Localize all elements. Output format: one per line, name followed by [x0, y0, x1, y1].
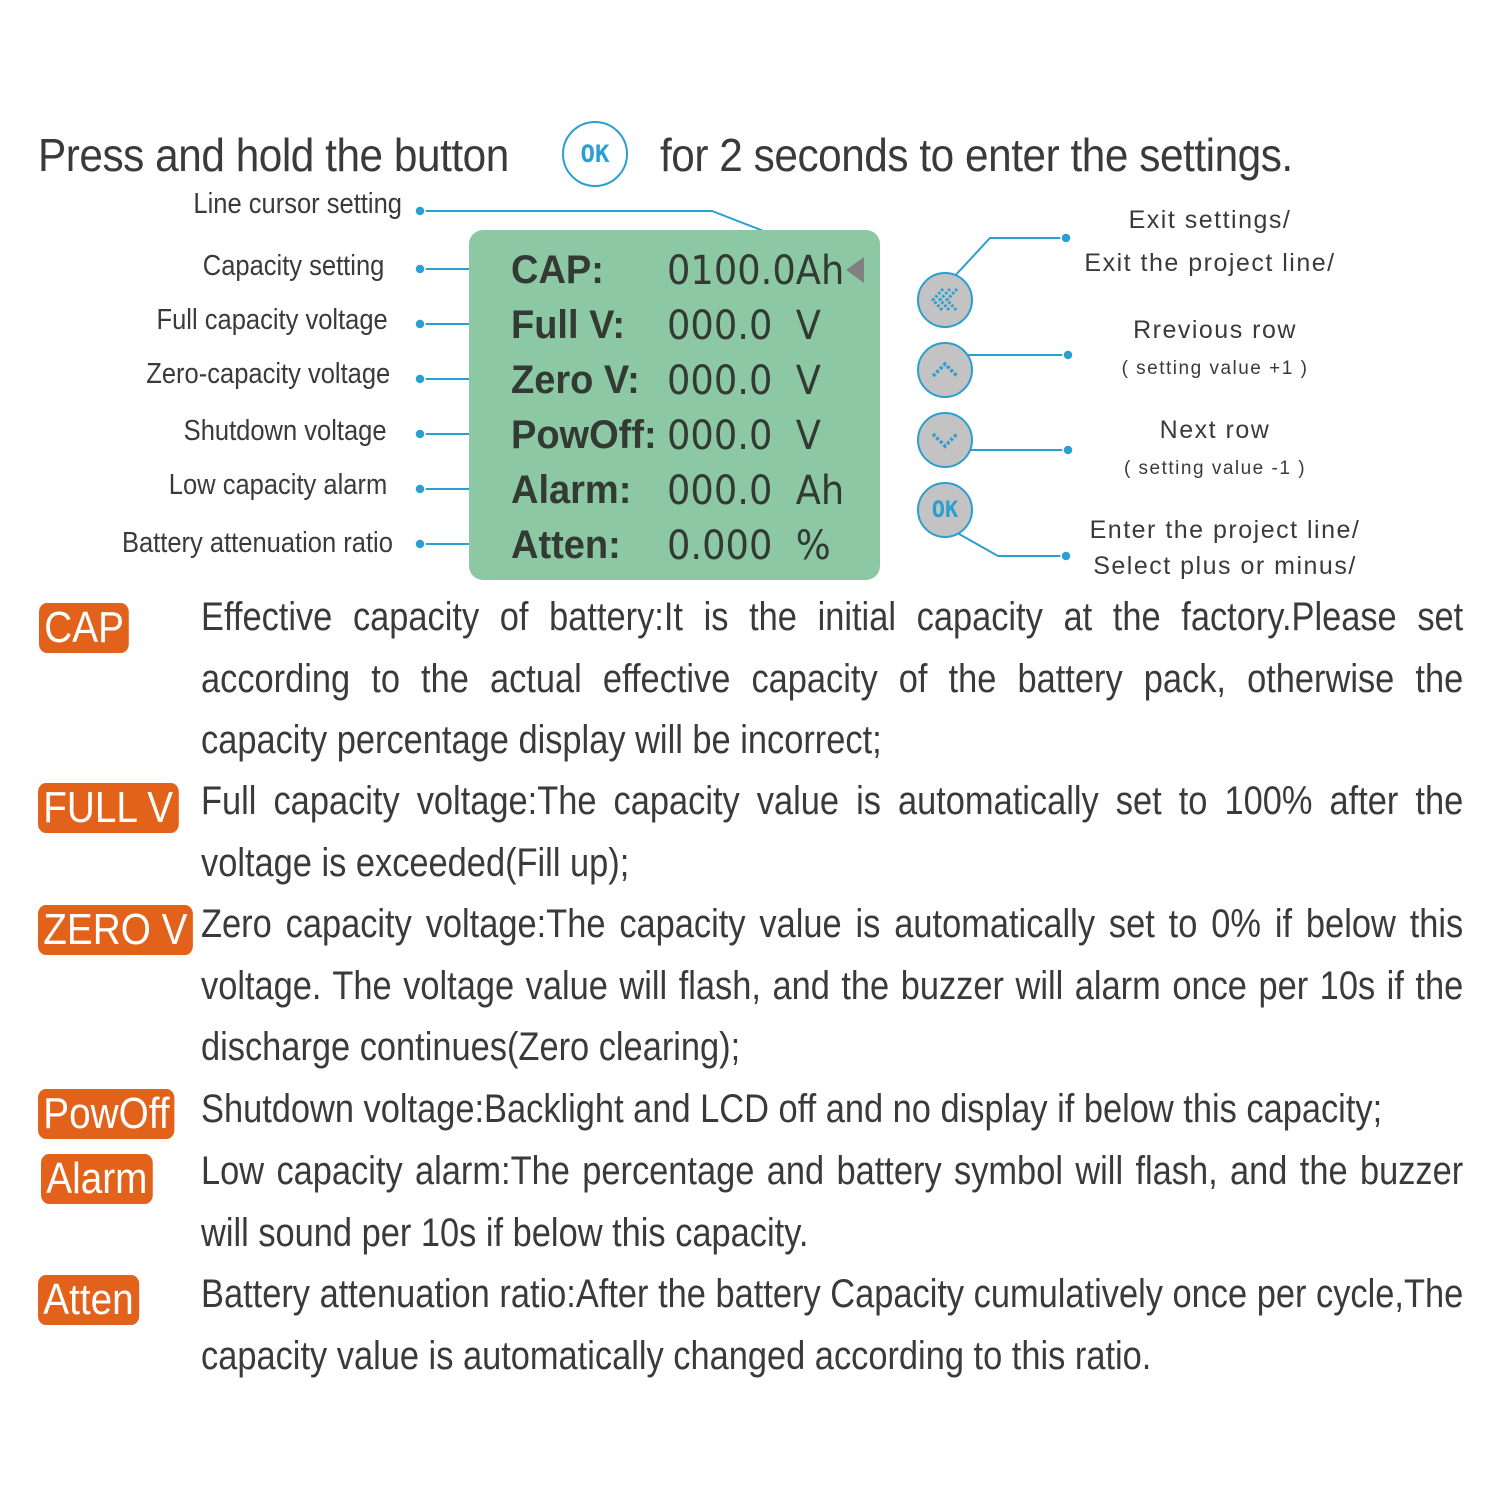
badge-cap: CAP [39, 603, 129, 653]
label-zero-voltage: Zero-capacity voltage [146, 358, 390, 390]
ok-desc-line1: Enter the project line/ [1089, 516, 1361, 544]
up-button[interactable] [917, 342, 973, 398]
down-button[interactable] [917, 412, 973, 468]
desc-cap: Effective capacity of battery:It is the initial capacity at the factory.Please set according to the actual effective capacity of the battery pack, otherwise the capacity percentage display will be incorrect; [201, 595, 1464, 762]
badge-full-v: FULL V [38, 783, 178, 833]
desc-full-v: Full capacity voltage:The capacity value is automatically set to 100% after the voltage is exceeded(Fill up); [201, 779, 1464, 885]
double-chevron-left-icon [930, 285, 960, 315]
lcd-screen: CAP: 0100.0Ah Full V: 000.0 V Zero V: 000.0 V PowOff: 000.0 V Alarm: 000.0 Ah Atten: 0.000 % [469, 230, 880, 580]
badge-powoff: PowOff [38, 1089, 175, 1139]
back-desc-line1: Exit settings/ [1128, 206, 1292, 234]
ok-button-icon: OK [562, 121, 628, 187]
ok-button[interactable] [917, 482, 973, 538]
label-low-capacity-alarm: Low capacity alarm [168, 469, 387, 501]
label-capacity: Capacity setting [202, 250, 384, 282]
instruction-text-end: for 2 seconds to enter the settings. [660, 129, 1293, 181]
desc-powoff: Shutdown voltage:Backlight and LCD off and no display if below this capacity; [201, 1087, 1383, 1131]
back-desc-line2: Exit the project line/ [1084, 249, 1336, 277]
desc-zero-v: Zero capacity voltage:The capacity value is automatically set to 0% if below this voltage. The voltage value will flash, and the buzzer will alarm once per 10s if the discharge continues(Zero clearing); [201, 902, 1464, 1069]
badge-zero-v: ZERO V [38, 905, 193, 955]
label-line-cursor: Line cursor setting [193, 188, 402, 220]
label-attenuation-ratio: Battery attenuation ratio [122, 527, 393, 559]
back-button[interactable] [917, 272, 973, 328]
badge-atten: Atten [38, 1275, 139, 1325]
label-shutdown-voltage: Shutdown voltage [184, 415, 387, 447]
badge-alarm: Alarm [41, 1154, 153, 1204]
desc-atten: Battery attenuation ratio:After the battery Capacity cumulatively once per cycle,The capacity value is automatically changed according to this ratio. [201, 1272, 1464, 1378]
ok-desc-line2: Select plus or minus/ [1093, 552, 1357, 580]
up-desc-line1: Rrevious row [1133, 316, 1297, 344]
ok-icon: OK [931, 497, 959, 523]
cursor-triangle-icon [846, 257, 864, 283]
chevron-down-icon [930, 430, 960, 450]
down-desc-line2: ( setting value -1 ) [1123, 458, 1307, 479]
down-desc-line1: Next row [1159, 416, 1271, 444]
instruction-text-start: Press and hold the button [38, 129, 509, 181]
label-full-voltage: Full capacity voltage [156, 304, 388, 336]
up-desc-line2: ( setting value +1 ) [1121, 358, 1309, 379]
chevron-up-icon [930, 360, 960, 380]
desc-alarm: Low capacity alarm:The percentage and battery symbol will flash, and the buzzer will sound per 10s if below this capacity. [201, 1149, 1464, 1255]
